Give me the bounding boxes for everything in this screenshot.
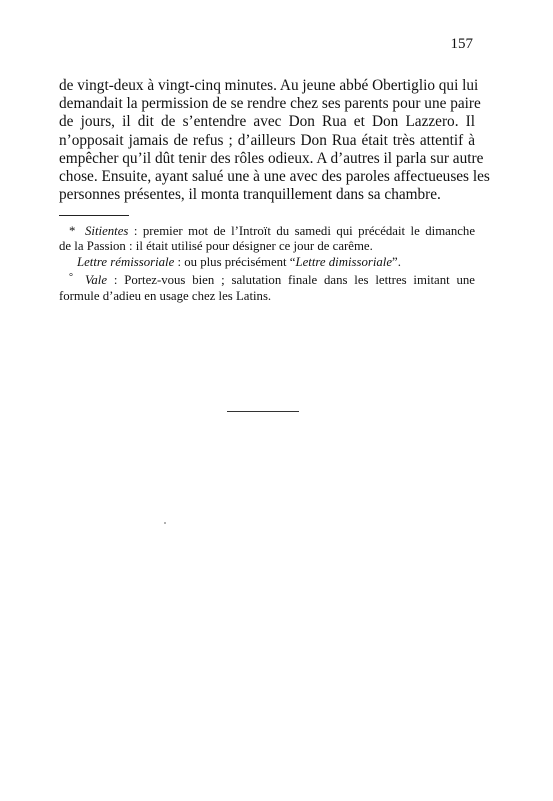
footnote-term-alt: Lettre dimissoriale [295,254,393,269]
footnote-marker-degree: ° [69,272,73,284]
footnote-text: : premier mot de l’Introït du samedi qui précédait le dimanche [128,224,475,238]
section-end-rule [227,411,299,412]
footnote-3-continuation: formule d’adieu en usage chez les Latins. [59,288,272,303]
footnote-text: : ou plus précisément “ [174,254,296,269]
footnote-2 [59,255,475,270]
footnote-separator [59,215,129,216]
page-number: 157 [450,36,473,52]
body-line: demandait la permission de se rendre chez ses parents pour une paire [59,95,481,113]
body-line: empêcher qu’il dût tenir des rôles odieux. A d’autres il parla sur autre [59,149,484,167]
footnote-text-end: ”. [392,254,401,269]
footnote-1 [59,224,475,239]
body-line: chose. Ensuite, ayant salué une à une avec des paroles affectueuses les [59,168,490,186]
scan-speck [164,522,166,524]
footnote-text: : Portez-vous bien ; salutation finale dans les lettres imitant une [107,273,475,288]
footnote-term: Lettre rémissoriale [77,254,175,269]
footnote-marker-asterisk: * [69,224,76,238]
footnote-term: Vale [85,273,108,288]
footnote-3 [59,270,475,288]
body-line: de vingt-deux à vingt-cinq minutes. Au jeune abbé Obertiglio qui lui [59,77,479,94]
body-line: personnes présentes, il monta tranquillement dans sa chambre. [59,186,441,204]
body-line: de jours, il dit de s’entendre avec Don Rua et Don Lazzero. Il [59,113,475,131]
body-paragraph [59,77,490,204]
footnotes [59,224,475,304]
footnote-1-continuation: de la Passion : il était utilisé pour désigner ce jour de carême. [59,239,373,254]
footnote-term: Sitientes [85,224,129,238]
body-line: n’opposait jamais de refus ; d’ailleurs Don Rua était très attentif à [59,131,475,149]
